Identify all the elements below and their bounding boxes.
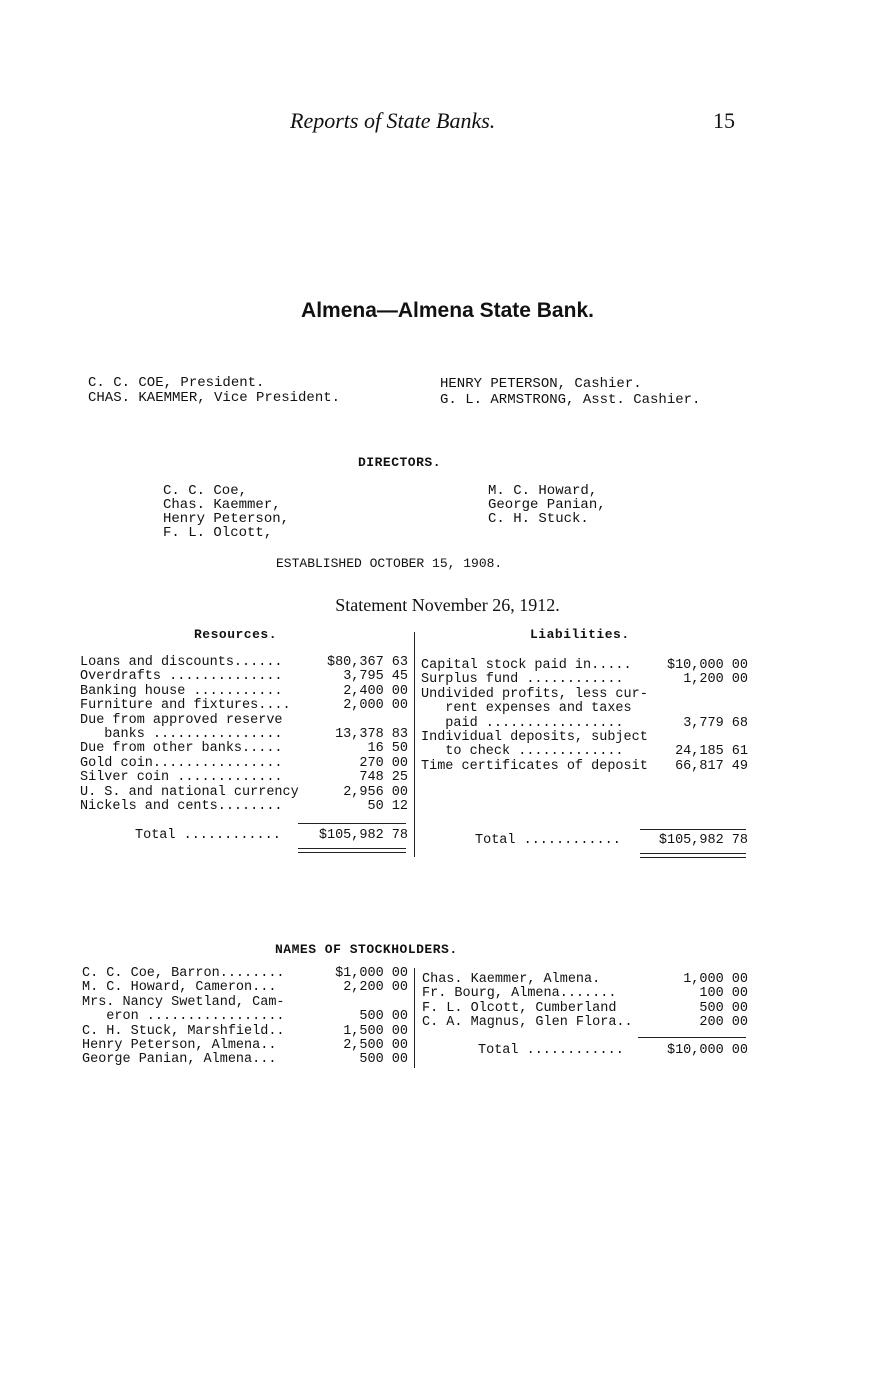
stockholder-row-amount: 2,500 00	[343, 1038, 408, 1053]
stockholder-row-label: Fr. Bourg, Almena.......	[422, 986, 617, 1002]
director-name: George Panian,	[488, 497, 606, 513]
liability-row-amount: $10,000 00	[666, 658, 748, 673]
resource-row-label: Loans and discounts......	[80, 655, 283, 670]
liabilities-total-rule	[640, 829, 746, 830]
stockholder-row-label: George Panian, Almena...	[82, 1052, 277, 1068]
resources-double-rule	[298, 852, 406, 853]
resource-row-label: Nickels and cents........	[80, 799, 283, 814]
stockholders-heading: NAMES OF STOCKHOLDERS.	[275, 942, 458, 957]
page-number: 15	[713, 108, 735, 133]
resources-double-rule	[298, 848, 406, 849]
stockholders-total-label: Total ............	[478, 1043, 624, 1058]
liability-row-label: Capital stock paid in.....	[421, 658, 632, 673]
resource-row-label: Due from approved reserve	[80, 712, 283, 728]
stockholder-row-amount: 500 00	[699, 1000, 748, 1016]
liability-row-amount: 24,185 61	[675, 744, 748, 760]
statement-divider	[414, 632, 415, 857]
stockholder-row-label: C. A. Magnus, Glen Flora..	[422, 1015, 633, 1031]
officer-vice-president: CHAS. KAEMMER, Vice President.	[88, 390, 341, 406]
director-name: Henry Peterson,	[163, 511, 290, 527]
stockholder-row-amount: 2,200 00	[343, 980, 408, 996]
stockholder-row-amount: 1,500 00	[343, 1023, 408, 1039]
director-name: F. L. Olcott,	[163, 525, 273, 541]
stockholder-row-amount: 500 00	[359, 1052, 408, 1068]
resource-row-label: Gold coin................	[80, 755, 283, 771]
resources-heading: Resources.	[194, 627, 278, 642]
stockholder-row-amount: 1,000 00	[683, 972, 748, 987]
resource-row-amount: 13,378 83	[335, 727, 408, 742]
resource-row-amount: 16 50	[367, 741, 408, 757]
stockholders-total-rule	[638, 1037, 746, 1038]
officer-asst-cashier: G. L. ARMSTRONG, Asst. Cashier.	[440, 392, 701, 408]
resource-row-label: Silver coin .............	[80, 770, 283, 786]
resource-row-label: Overdrafts ..............	[80, 669, 283, 685]
resources-total-label: Total ............	[135, 828, 281, 843]
director-name: C. C. Coe,	[163, 483, 248, 499]
stockholder-row-label: Chas. Kaemmer, Almena.	[422, 972, 601, 987]
director-name: C. H. Stuck.	[488, 511, 589, 527]
officer-president: C. C. COE, President.	[88, 375, 265, 391]
liabilities-double-rule	[640, 857, 746, 858]
liability-row-label: Individual deposits, subject	[421, 730, 648, 745]
stockholders-total-amount: $10,000 00	[666, 1043, 748, 1058]
stockholder-row-amount: $1,000 00	[335, 966, 408, 981]
stockholder-row-amount: 500 00	[359, 1009, 408, 1025]
stockholder-row-label: Mrs. Nancy Swetland, Cam-	[82, 994, 285, 1010]
running-title: Reports of State Banks.	[290, 108, 496, 133]
directors-heading: DIRECTORS.	[358, 455, 442, 470]
resource-row-amount: 2,000 00	[343, 698, 408, 714]
liabilities-double-rule	[640, 853, 746, 854]
stockholders-divider	[414, 968, 415, 1068]
liability-row-amount: 1,200 00	[683, 672, 748, 688]
stockholder-row-label: F. L. Olcott, Cumberland	[422, 1000, 617, 1016]
liabilities-heading: Liabilities.	[530, 627, 630, 642]
liability-row-label: Time certificates of deposit	[421, 758, 648, 774]
resource-row-amount: 3,795 45	[343, 669, 408, 685]
resource-row-amount: 2,400 00	[343, 683, 408, 699]
resource-row-label: Due from other banks.....	[80, 741, 283, 757]
resource-row-amount: 2,956 00	[343, 784, 408, 800]
resources-total-rule	[298, 823, 406, 824]
liability-row-label: Surplus fund ............	[421, 672, 624, 688]
director-name: Chas. Kaemmer,	[163, 497, 281, 513]
liability-row-label: to check .............	[421, 744, 624, 760]
stockholder-row-amount: 200 00	[699, 1015, 748, 1031]
resource-row-label: Banking house ...........	[80, 683, 283, 699]
stockholder-row-label: eron .................	[82, 1009, 285, 1025]
director-name: M. C. Howard,	[488, 483, 598, 499]
liabilities-total-label: Total ............	[475, 833, 621, 848]
resource-row-amount: 748 25	[359, 770, 408, 786]
stockholder-row-label: M. C. Howard, Cameron...	[82, 980, 277, 996]
liability-row-label: paid .................	[421, 715, 624, 731]
resource-row-label: banks ................	[80, 727, 283, 742]
resource-row-label: U. S. and national currency	[80, 784, 299, 800]
statement-title: Statement November 26, 1912.	[335, 595, 560, 615]
resources-total-amount: $105,982 78	[318, 828, 408, 843]
resource-row-amount: 50 12	[367, 799, 408, 814]
liabilities-total-amount: $105,982 78	[658, 833, 748, 848]
stockholder-row-label: Henry Peterson, Almena..	[82, 1038, 277, 1053]
liability-row-label: rent expenses and taxes	[421, 701, 632, 717]
resource-row-amount: $80,367 63	[326, 655, 408, 670]
stockholder-row-label: C. C. Coe, Barron........	[82, 966, 285, 981]
bank-title: Almena—Almena State Bank.	[301, 299, 594, 322]
resource-row-label: Furniture and fixtures....	[80, 698, 291, 714]
liability-row-amount: 3,779 68	[683, 715, 748, 731]
liability-row-amount: 66,817 49	[675, 758, 748, 774]
established-line: ESTABLISHED OCTOBER 15, 1908.	[276, 556, 503, 571]
stockholder-row-amount: 100 00	[699, 986, 748, 1002]
liability-row-label: Undivided profits, less cur-	[421, 686, 648, 702]
resource-row-amount: 270 00	[359, 755, 408, 771]
stockholder-row-label: C. H. Stuck, Marshfield..	[82, 1023, 285, 1039]
officer-cashier: HENRY PETERSON, Cashier.	[440, 376, 642, 392]
